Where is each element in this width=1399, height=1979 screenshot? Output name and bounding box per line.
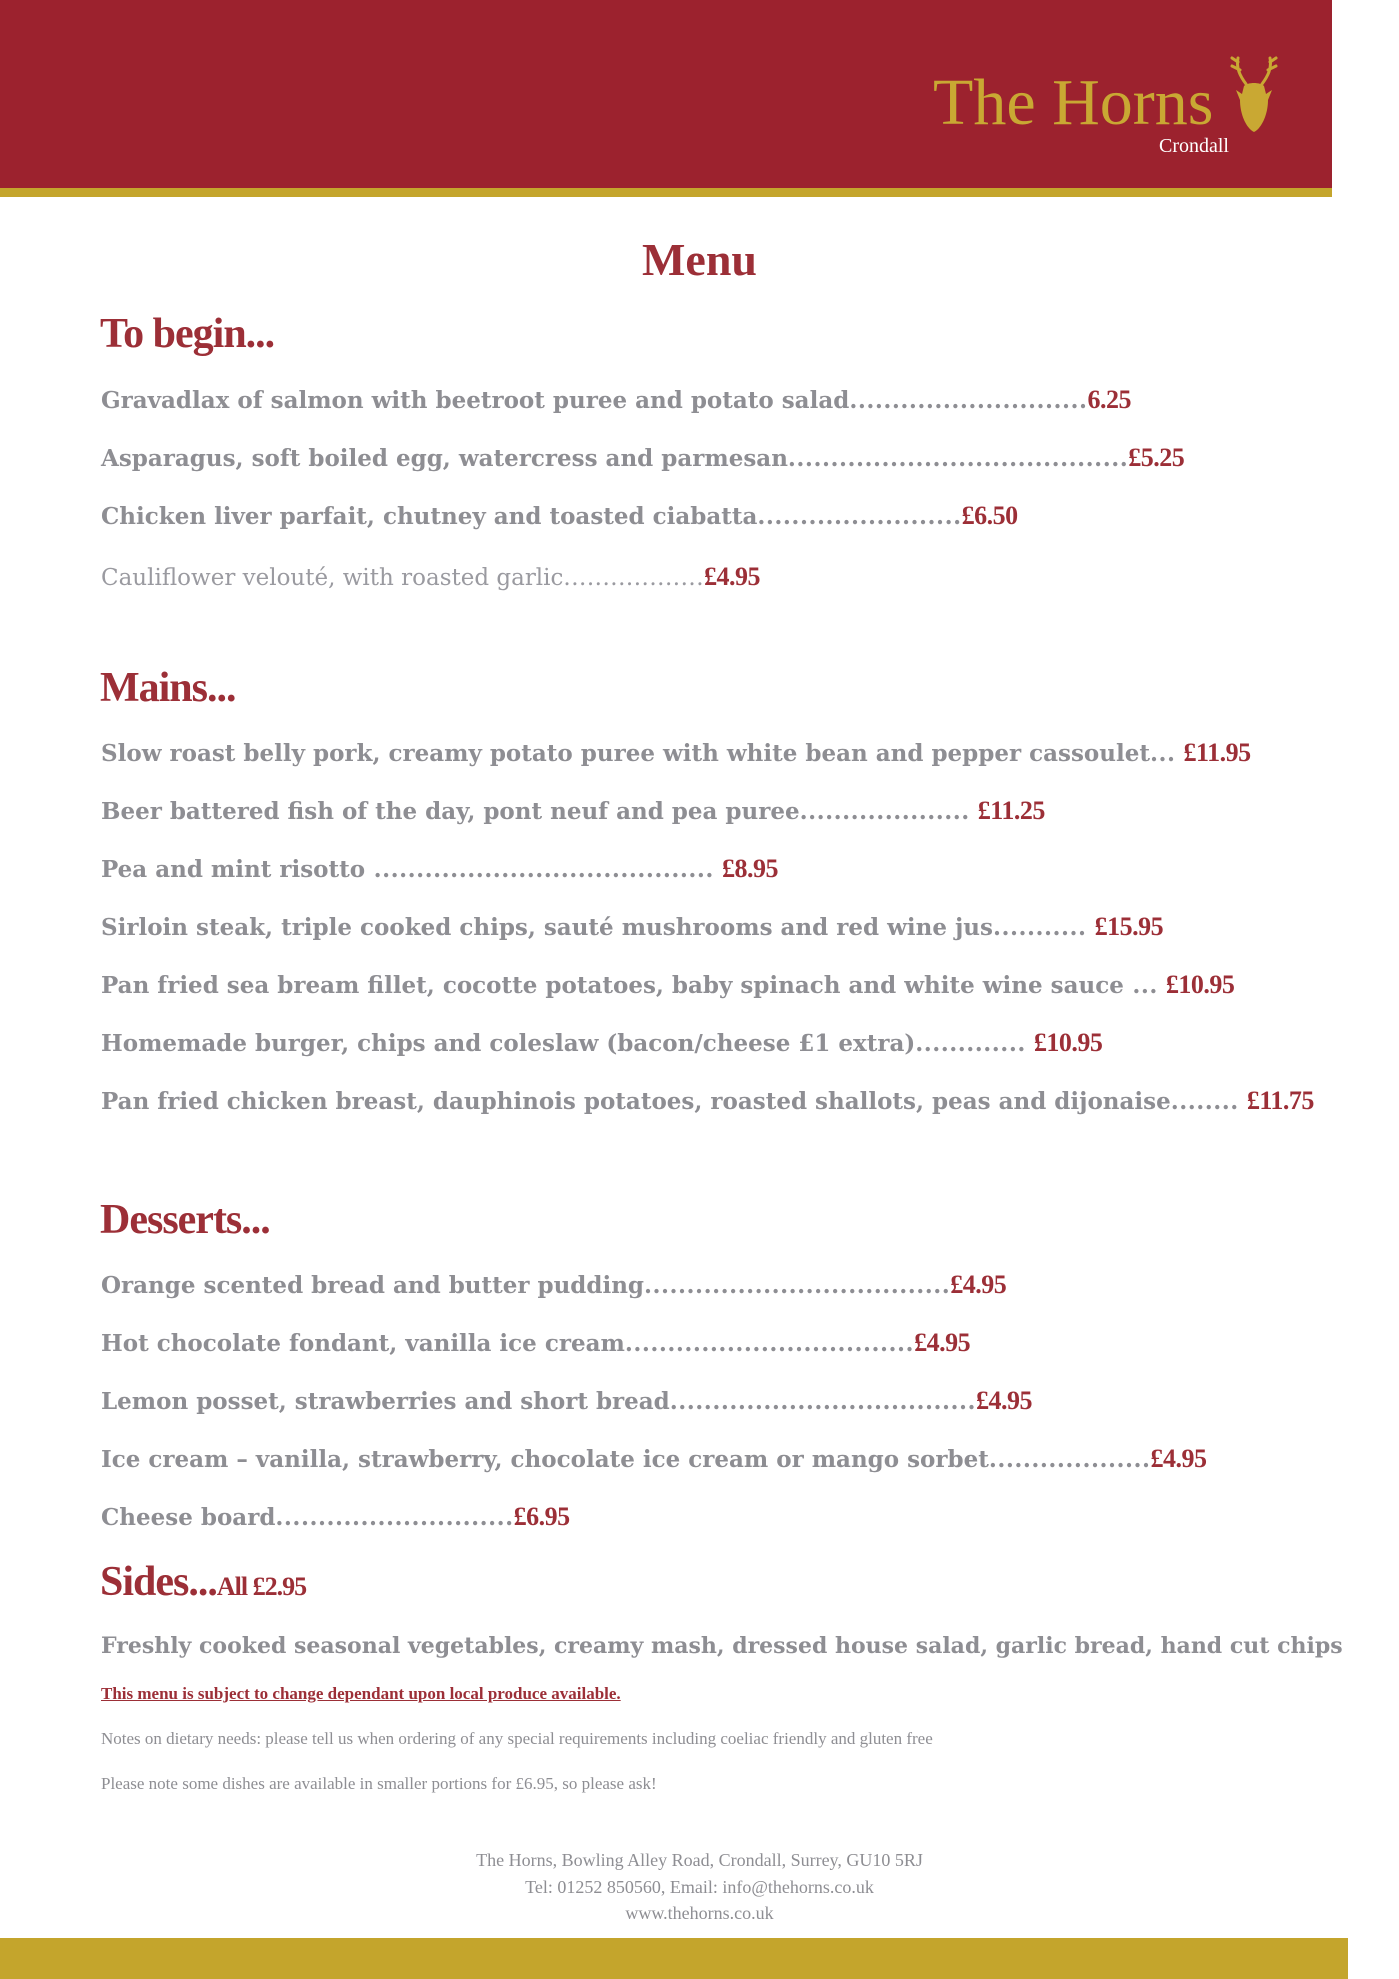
footer-address: The Horns, Bowling Alley Road, Crondall, Surrey, GU10 5RJ [476, 1850, 923, 1870]
item-leader-dots: ... [1149, 740, 1176, 767]
item-name: Slow roast belly pork, creamy potato puree with white bean and pepper cassoulet [101, 740, 1150, 767]
item-name: Cheese board [101, 1504, 276, 1531]
item-leader-dots: ........... [992, 914, 1087, 941]
item-name: Hot chocolate fondant, vanilla ice cream [101, 1330, 625, 1357]
item-leader-dots: ........................ [757, 503, 962, 530]
item-name: Asparagus, soft boiled egg, watercress and parmesan [101, 445, 788, 472]
item-leader-dots: .................. [563, 565, 705, 591]
item-name: Pea and mint risotto [101, 856, 366, 883]
item-price: £4.95 [976, 1386, 1033, 1415]
item-leader-dots: ............................ [275, 1504, 514, 1531]
item-leader-dots: ................... [988, 1446, 1151, 1473]
item-price: £10.95 [1165, 970, 1235, 999]
item-price: 6.25 [1087, 385, 1132, 414]
dietary-note: Notes on dietary needs: please tell us when ordering of any special requirements including coeliac friendly and gluten free [101, 1729, 933, 1748]
item-leader-dots: ........................................ [787, 445, 1129, 472]
menu-item [101, 733, 1251, 773]
sides-heading-text: Sides... [100, 1559, 217, 1605]
item-leader-dots: .................................. [624, 1330, 915, 1357]
menu-item [101, 380, 1131, 420]
menu-item [101, 1081, 1314, 1121]
menu-item [101, 849, 778, 889]
menu-item [101, 557, 760, 597]
item-name: Homemade burger, chips and coleslaw (bacon/cheese £1 extra) [101, 1030, 916, 1057]
section-heading-sides [100, 1556, 306, 1613]
menu-item [101, 1323, 970, 1363]
item-name: Pan fried chicken breast, dauphinois potatoes, roasted shallots, peas and dijonaise [101, 1088, 1171, 1115]
item-price: £4.95 [914, 1328, 971, 1357]
logo-subtitle: Crondall [1159, 135, 1229, 157]
header-rule [0, 188, 1332, 197]
item-price: £8.95 [721, 854, 778, 883]
sides-list: Freshly cooked seasonal vegetables, creamy mash, dressed house salad, garlic bread, hand cut chips [101, 1633, 1343, 1659]
stag-head-icon [1228, 54, 1280, 134]
item-price: £11.75 [1246, 1086, 1314, 1115]
section-heading-starters: To begin... [100, 311, 275, 357]
item-leader-dots: ........................................ [365, 856, 714, 883]
item-price: £15.95 [1094, 912, 1164, 941]
footer-bar [0, 1938, 1348, 1979]
item-name: Ice cream – vanilla, strawberry, chocolate ice cream or mango sorbet [101, 1446, 989, 1473]
menu-item [101, 791, 1045, 831]
item-price: £11.95 [1183, 738, 1251, 767]
item-price: £4.95 [950, 1270, 1007, 1299]
menu-item [101, 1381, 1032, 1421]
item-name: Orange scented bread and butter pudding [101, 1272, 645, 1299]
menu-item [101, 907, 1163, 947]
item-leader-dots: .................... [799, 798, 970, 825]
menu-item [101, 1439, 1207, 1479]
item-price: £6.50 [961, 501, 1018, 530]
section-heading-mains: Mains... [100, 665, 236, 711]
item-name: Beer battered fish of the day, pont neuf and pea puree [101, 798, 800, 825]
menu-item [101, 1265, 1006, 1305]
section-heading-desserts: Desserts... [100, 1197, 270, 1243]
item-leader-dots: ............. [915, 1030, 1026, 1057]
item-price: £11.25 [977, 796, 1045, 825]
item-price: £4.95 [704, 562, 761, 591]
logo-name: The Horns [933, 66, 1214, 139]
menu-item [101, 965, 1234, 1005]
portions-note: Please note some dishes are available in smaller portions for £6.95, so please ask! [101, 1774, 657, 1793]
footer-contact: Tel: 01252 850560, Email: info@thehorns.co.uk [525, 1877, 874, 1897]
item-price: £4.95 [1150, 1444, 1207, 1473]
menu-item [101, 1497, 570, 1537]
item-leader-dots: .................................... [644, 1272, 951, 1299]
item-price: £5.25 [1128, 443, 1185, 472]
item-name: Chicken liver parfait, chutney and toasted ciabatta [101, 503, 758, 530]
item-leader-dots: ... [1123, 972, 1158, 999]
menu-item [101, 438, 1184, 478]
menu-title: Menu [642, 234, 757, 285]
menu-item [101, 1023, 1102, 1063]
menu-item [101, 496, 1018, 536]
item-leader-dots: ............................ [849, 387, 1088, 414]
item-price: £6.95 [513, 1502, 570, 1531]
item-name: Pan fried sea bream fillet, cocotte potatoes, baby spinach and white wine sauce [101, 972, 1124, 999]
item-leader-dots: ........ [1170, 1088, 1239, 1115]
item-name: Gravadlax of salmon with beetroot puree and potato salad [101, 387, 850, 414]
item-name: Cauliflower velouté, with roasted garlic [101, 565, 564, 591]
item-name: Lemon posset, strawberries and short bread [101, 1388, 670, 1415]
sides-price-note: All £2.95 [216, 1572, 307, 1601]
item-price: £10.95 [1033, 1028, 1103, 1057]
item-leader-dots: .................................... [669, 1388, 977, 1415]
menu-change-note: This menu is subject to change dependant upon local produce available. [101, 1684, 621, 1703]
footer-website[interactable]: www.thehorns.co.uk [625, 1903, 774, 1923]
item-name: Sirloin steak, triple cooked chips, sauté mushrooms and red wine jus [101, 914, 993, 941]
